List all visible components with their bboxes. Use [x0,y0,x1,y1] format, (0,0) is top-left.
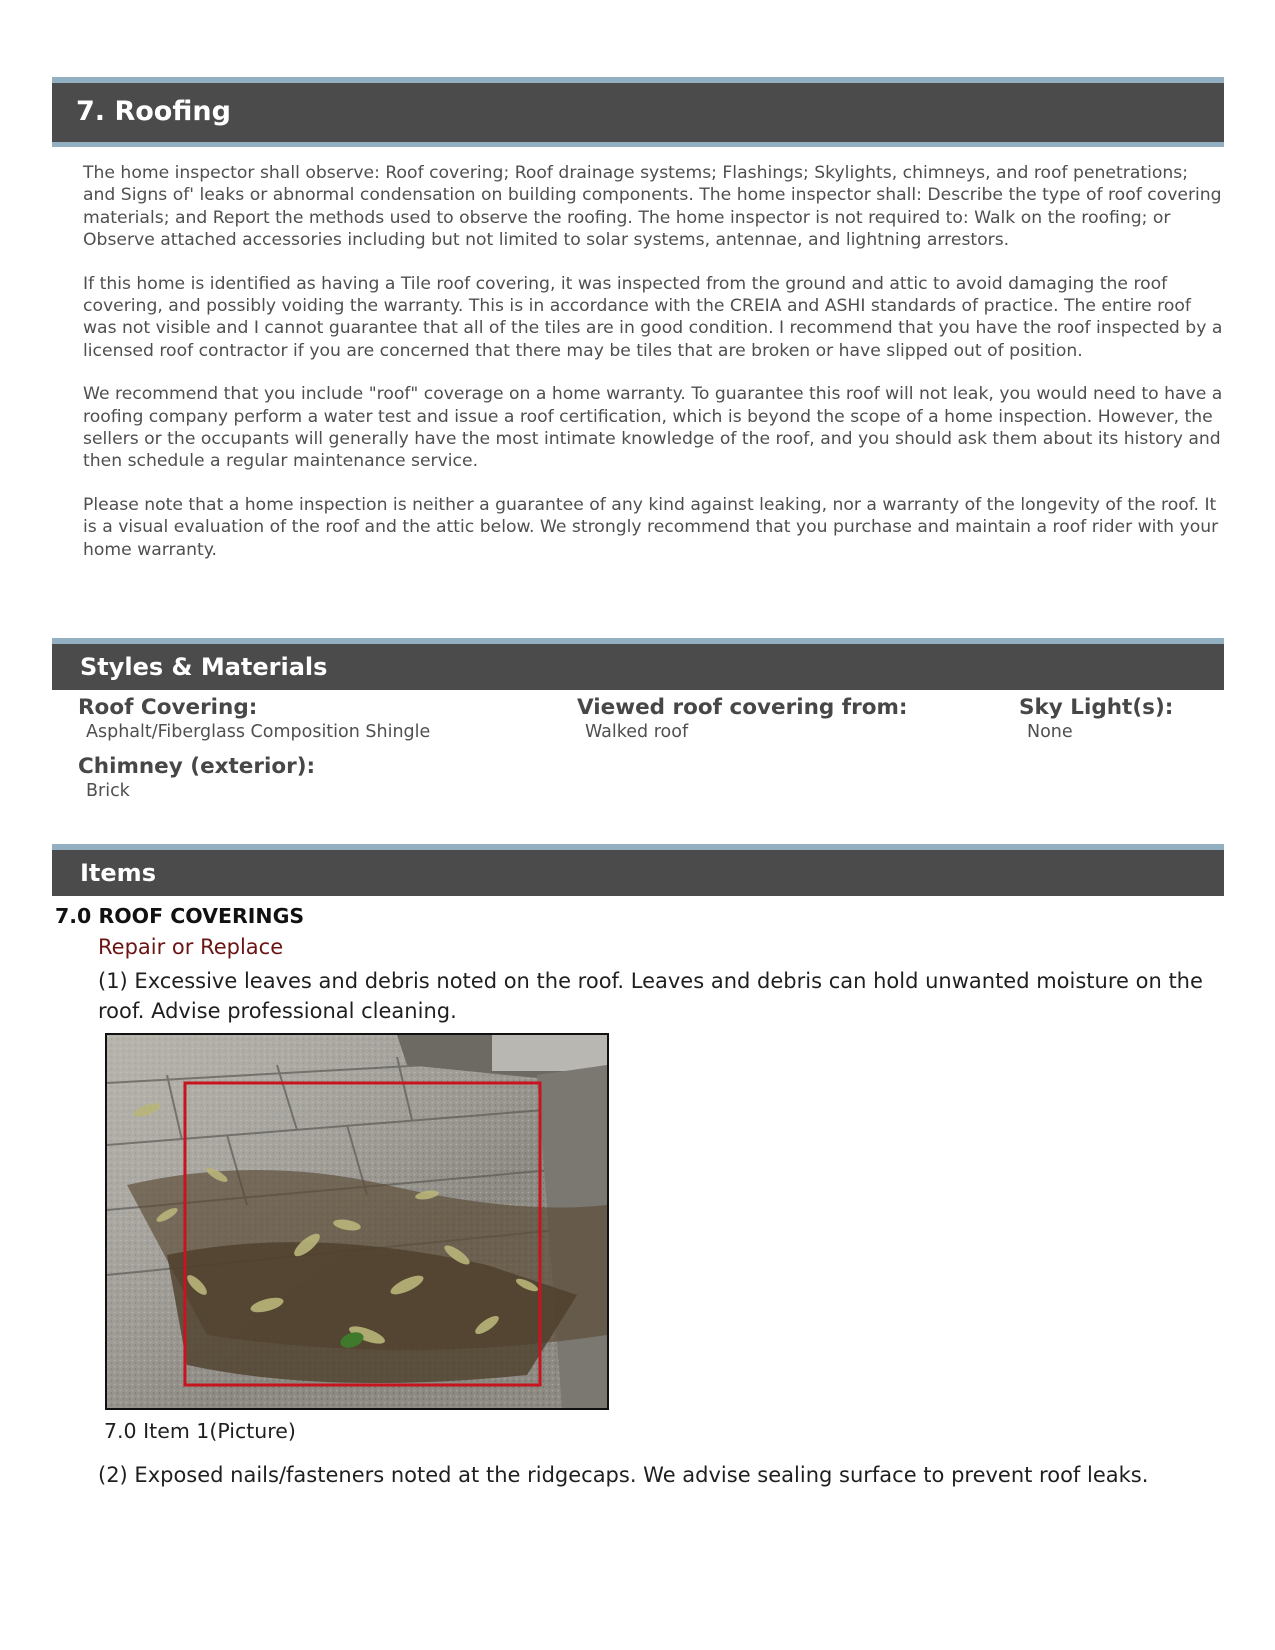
photo-caption: 7.0 Item 1(Picture) [104,1419,296,1443]
field-label: Viewed roof covering from: [577,695,908,720]
field-value: Asphalt/Fiberglass Composition Shingle [86,722,431,742]
field-value: Walked roof [585,722,689,742]
chimney-field [78,754,315,802]
field-value: None [1027,722,1073,742]
items-title: Items [80,859,156,887]
field-label: Roof Covering: [78,695,258,720]
roof-covering-field [78,695,430,743]
finding-2-text: (2) Exposed nails/fasteners noted at the ridgecaps. We advise sealing surface to prevent roof leaks. [98,1463,1149,1487]
items-header [52,844,1224,896]
field-value: Brick [86,781,130,801]
roof-debris-photo [105,1033,609,1410]
field-label: Chimney (exterior): [78,754,316,779]
skylights-field [1019,695,1173,743]
intro-paragraph: If this home is identified as having a Tile roof covering, it was inspected from the ground and attic to avoid damaging the roof covering, and possibly voiding the warranty. This is in accordance with the CREIA and ASHI standards of practice. The entire roof was not visible and I cannot guarantee that all of the tiles are in good condition. I recommend that you have the roof inspected by a licensed roof contractor if you are concerned that there may be tiles that are broken or have slipped out of position. [83,273,1223,361]
section-header [52,77,1224,147]
intro-paragraph: The home inspector shall observe: Roof covering; Roof drainage systems; Flashings; Skylights, chimneys, and roof penetrations; and Signs of' leaks or abnormal condensation on building components. The home inspector shall: Describe the type of roof covering materials; and Report the methods used to observe the roofing. The home inspector is not required to: Walk on the roofing; or Observe attached accessories including but not limited to solar systems, antennae, and lightning arrestors. [83,163,1222,251]
viewed-from-field [577,695,908,743]
field-label: Sky Light(s): [1019,695,1174,720]
intro-paragraph: Please note that a home inspection is neither a guarantee of any kind against leaking, nor a warranty of the longevity of the roof. It is a visual evaluation of the roof and the attic below. We strongly recommend that you purchase and maintain a roof rider with your home warranty. [83,494,1219,560]
intro-paragraph: We recommend that you include "roof" coverage on a home warranty. To guarantee this roof will not leak, you would need to have a roofing company perform a water test and issue a roof certification, which is beyond the scope of a home inspection. However, the sellers or the occupants will generally have the most intimate knowledge of the roof, and you should ask them about its history and then schedule a regular maintenance service. [83,384,1223,472]
item-heading: 7.0 ROOF COVERINGS [55,904,305,928]
finding-1-text: (1) Excessive leaves and debris noted on the roof. Leaves and debris can hold unwanted moisture on the roof. Advise professional cleaning. [98,969,1203,1023]
item-status: Repair or Replace [98,935,284,959]
styles-materials-header [52,638,1224,690]
styles-materials-title: Styles & Materials [80,653,328,681]
section-title: 7. Roofing [76,96,231,127]
intro-text [83,162,1225,582]
